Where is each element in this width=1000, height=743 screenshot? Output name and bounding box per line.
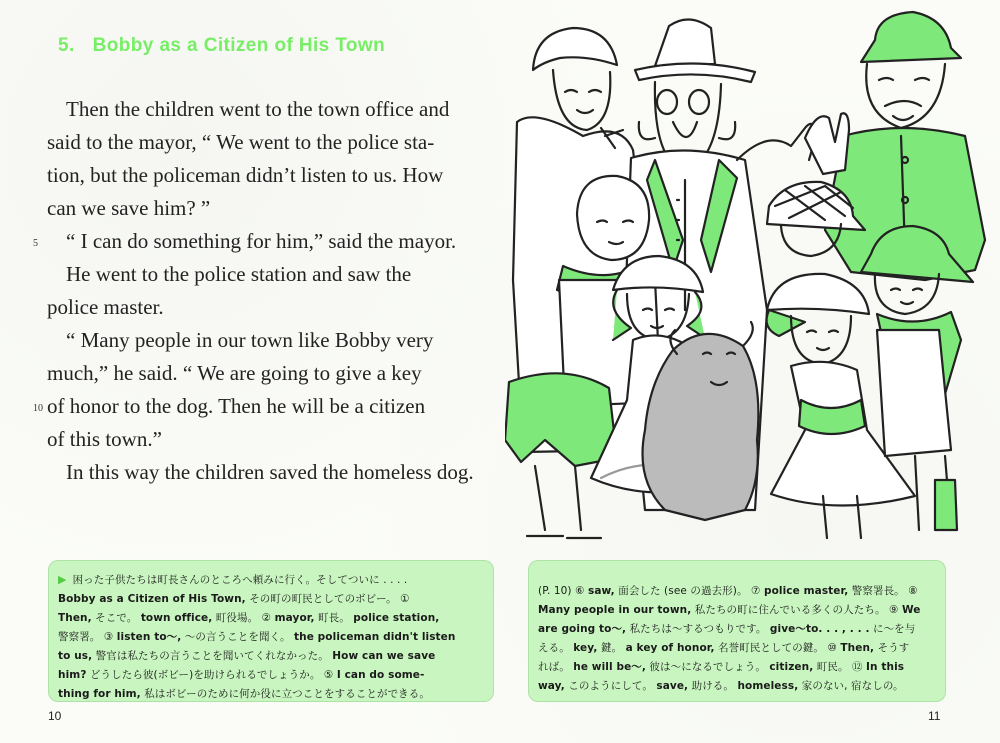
notes-gloss: 私たちの町に住んでいる多くの人たち。 ⑨ [691,604,902,616]
notes-term: Then, [840,642,875,654]
boy-left-shorts [505,373,617,466]
notes-line [538,620,938,639]
body-line: “ I can do something for him,” said the mayor. [66,229,457,253]
notes-gloss: 面会した (see の過去形)。 ⑦ [614,585,764,597]
police-helmet [861,12,961,62]
notes-gloss: 名誉町民としての鍵。 ⑩ [714,642,841,654]
boy-right-body [877,330,951,456]
notes-term: save, [656,680,689,692]
notes-gloss: このようにして。 [564,680,657,692]
notes-line [58,628,486,647]
notes-term: mayor, [274,612,315,624]
notes-gloss: 助ける。 [688,680,738,692]
notes-term: How can we save [332,650,436,662]
notes-gloss: 彼は～になるでしょう。 [645,661,770,673]
notes-term: I can do some- [336,669,425,681]
notes-term: him? [58,669,87,681]
lesson-number: 5. [58,35,75,56]
boy-left-head [577,176,649,260]
body-line: said to the mayor, “ We went to the police sta- [47,130,435,154]
notes-right-text [538,582,938,696]
body-line: “ Many people in our town like Bobby very [66,328,434,352]
body-line: Then the children went to the town office and [66,97,450,121]
notes-gloss: 警察署長。 ⑧ [848,585,918,597]
notes-box-left [48,560,494,702]
body-line: can we save him? ” [47,196,211,220]
notes-term: We [901,604,921,616]
notes-term: listen to～, [116,631,182,643]
notes-term: police station, [353,612,440,624]
body-line: tion, but the policeman didn’t listen to us. How [47,163,444,187]
notes-intro-line [58,570,486,590]
notes-gloss: える。 [538,642,574,654]
mayor-hand [737,124,817,160]
notes-term: way, [538,680,565,692]
page-number-left: 10 [48,709,62,723]
page-number-right: 11 [928,709,941,723]
body-line: of honor to the dog. Then he will be a citizen [47,394,426,418]
lesson-title-text: Bobby as a Citizen of His Town [92,35,386,56]
notes-gloss: ～の言うことを聞く。 [181,631,295,643]
notes-gloss: そうす [874,642,910,654]
notes-term: are going to～, [538,623,627,635]
notes-term: police master, [763,585,849,597]
notes-term: homeless, [737,680,799,692]
notes-term: he will be～, [573,661,646,673]
body-line: police master. [47,295,164,319]
notes-gloss: 私たちは～するつもりです。 [626,623,770,635]
notes-term: thing for him, [58,688,141,700]
lesson-title [58,35,385,57]
notes-gloss: 鍵。 [597,642,626,654]
notes-term: town office, [140,612,213,624]
notes-gloss: 町民。 ⑫ [813,661,867,673]
notes-line [58,666,486,685]
notes-gloss: その町の町民としてのボビー。 ① [245,593,410,605]
notes-gloss: 警察署。 ③ [58,631,117,643]
notes-intro: 困った子供たちは町長さんのところへ頼みに行く。そしてついに . . . . [72,574,408,586]
notes-line [538,658,938,677]
line-number: 5 [33,238,38,249]
notes-gloss: 町長。 [314,612,354,624]
notes-term: Many people in our town, [538,604,692,616]
triangle-icon: ▶ [58,573,67,586]
woman-face [553,70,610,130]
line-number: 10 [33,403,43,414]
story-illustration [505,10,995,550]
notes-gloss: 私はボビーのために何か役に立つことをすることができる。 [140,688,430,700]
notes-line [58,685,486,704]
notes-line [538,639,938,658]
notes-term: a key of honor, [625,642,715,654]
woman-bonnet [533,28,617,70]
notes-term: Bobby as a Citizen of His Town, [58,593,246,605]
notes-line [58,609,486,628]
notes-gloss: 警官は私たちの言うことを聞いてくれなかった。 [92,650,333,662]
notes-term: saw, [588,585,615,597]
notes-term: to us, [58,650,93,662]
notes-line [538,677,938,696]
notes-term: Then, [58,612,92,624]
notes-gloss: (P. 10) ⑥ [538,585,589,597]
notes-box-right [528,560,946,702]
police-face [866,64,945,128]
mayor-hat [655,19,715,66]
notes-gloss: 町役場。 ② [212,612,275,624]
notes-term: the policeman didn't listen [294,631,456,643]
notes-term: In this [866,661,905,673]
notes-left-text [58,570,486,704]
body-line: In this way the children saved the homeless dog. [66,460,474,484]
body-line: of this town.” [47,427,162,451]
notes-gloss: どうしたら彼(ボビー)を助けられるでしょうか。 ⑤ [86,669,337,681]
notes-line [58,590,486,609]
body-line: He went to the police station and saw the [66,262,412,286]
notes-line [58,647,486,666]
notes-term: key, [573,642,598,654]
body-line: much,” he said. “ We are going to give a key [47,361,422,385]
girl-right-hat [767,274,869,314]
notes-line [538,582,938,601]
notes-line [538,601,938,620]
notes-gloss: そこで。 [91,612,141,624]
notes-term: citizen, [769,661,814,673]
notes-gloss: 家のない, 宿なしの。 [798,680,904,692]
notes-gloss: に～を与 [869,623,916,635]
notes-gloss: れば。 [538,661,574,673]
notes-term: give～to. . . , . . . [769,623,870,635]
